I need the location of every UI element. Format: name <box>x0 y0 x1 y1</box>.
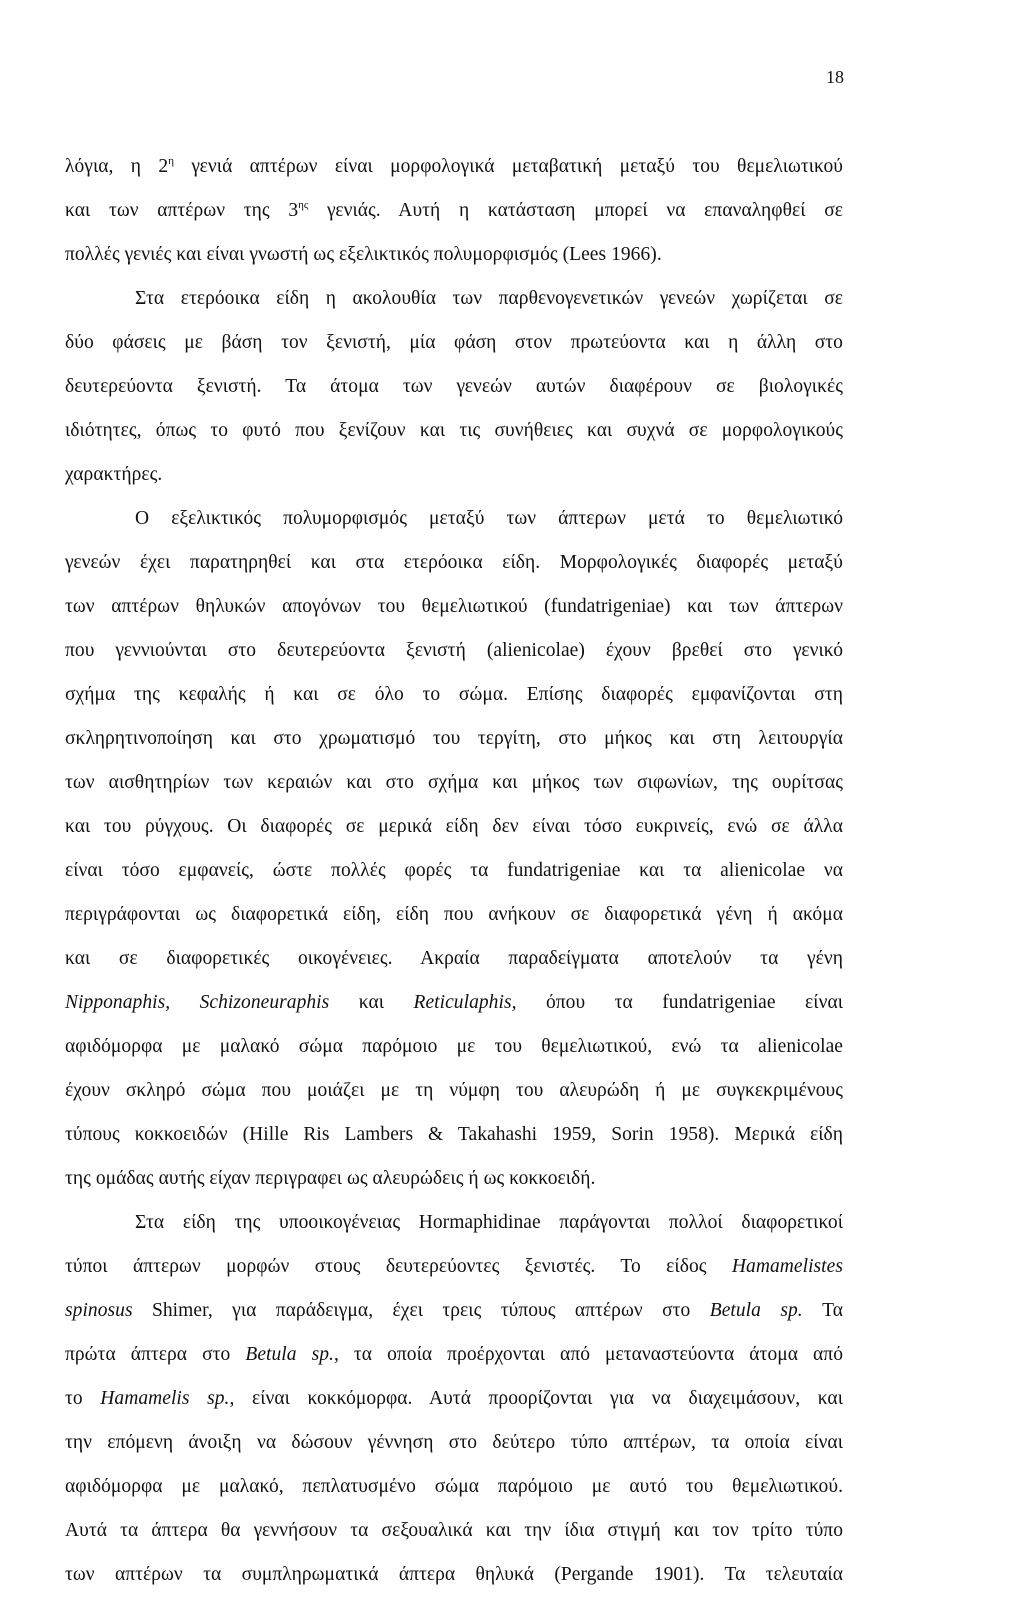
text-line: την επόμενη άνοιξη να δώσουν γέννηση στο δεύτερο τύπο απτέρων, τα οποία είναι <box>65 1432 843 1453</box>
species-name: Hamamelis sp. <box>100 1388 230 1409</box>
text-line: Αυτά τα άπτερα θα γεννήσουν τα σεξουαλικά και την ίδια στιγμή και τον τρίτο τύπο <box>65 1520 843 1541</box>
text-line: τύπους κοκκοειδών (Hille Ris Lambers & Takahashi 1959, Sorin 1958). Μερικά είδη <box>65 1124 843 1145</box>
text-line: και σε διαφορετικές οικογένειες. Ακραία παραδείγματα αποτελούν τα γένη <box>65 948 843 969</box>
page-number: 18 <box>826 67 844 87</box>
species-name: Betula sp. <box>245 1344 334 1365</box>
text-line: δευτερεύοντα ξενιστή. Τα άτομα των γενεών αυτών διαφέρουν σε βιολογικές <box>65 376 843 397</box>
text-line: σχήμα της κεφαλής ή και σε όλο το σώμα. Επίσης διαφορές εμφανίζονται στη <box>65 684 843 705</box>
text-line: πολλές γενιές και είναι γνωστή ως εξελικτικός πολυμορφισμός (Lees 1966). <box>65 244 662 265</box>
text-line: γενεών έχει παρατηρηθεί και στα ετερόοικα είδη. Μορφολογικές διαφορές μεταξύ <box>65 552 843 573</box>
text-line: Nipponaphis, Schizoneuraphis και Reticulaphis, όπου τα fundatrigeniae είναι <box>65 992 844 1013</box>
species-name: Hamamelistes <box>731 1256 843 1277</box>
text-line: τύποι άπτερων μορφών στους δευτερεύοντες ξενιστές. Το είδος Hamamelistes <box>65 1256 843 1277</box>
text-line: περιγράφονται ως διαφορετικά είδη, είδη που ανήκουν σε διαφορετικά γένη ή ακόμα <box>65 904 843 925</box>
species-name: Betula sp. <box>709 1300 803 1321</box>
genus-name: Reticulaphis, <box>413 992 517 1013</box>
text-line: Στα ετερόοικα είδη η ακολουθία των παρθενογενετικών γενεών χωρίζεται σε <box>135 288 843 309</box>
text-line: Ο εξελικτικός πολυμορφισμός μεταξύ των άπτερων μετά το θεμελιωτικό <box>135 508 843 529</box>
text-line: Στα είδη της υποοικογένειας Hormaphidinae παράγονται πολλοί διαφορετικοί <box>135 1212 843 1233</box>
text-line: των απτέρων θηλυκών απογόνων του θεμελιωτικού (fundatrigeniae) και των άπτερων <box>65 596 843 617</box>
text-line: πρώτα άπτερα στο Betula sp., τα οποία προέρχονται από μεταναστεύοντα άτομα από <box>65 1344 843 1365</box>
text-line: αφιδόμορφα με μαλακό, πεπλατυσμένο σώμα παρόμοιο με αυτό του θεμελιωτικού. <box>65 1476 843 1497</box>
text-line: σκληρητινοποίηση και στο χρωματισμό του τεργίτη, στο μήκος και στη λειτουργία <box>65 728 843 749</box>
species-name: spinosus <box>65 1300 133 1321</box>
text-line: χαρακτήρες. <box>65 464 163 485</box>
superscript: η <box>168 155 174 167</box>
text-line: λόγια, η $2^\eta$ γενιά απτέρων είναι μορφολογικά μεταβατική μεταξύ του θεμελιωτικού <box>65 155 844 177</box>
text-line: είναι τόσο εμφανείς, ώστε πολλές φορές τα fundatrigeniae και τα alienicolae να <box>65 860 843 881</box>
text-line: που γεννιούνται στο δευτερεύοντα ξενιστή (alienicolae) έχουν βρεθεί στο γενικό <box>65 640 843 661</box>
text-line: και των απτέρων της $3^{\eta\varsigma}$ γενιάς. Αυτή η κατάσταση μπορεί να επαναληφθεί σε <box>65 199 843 221</box>
body-text <box>65 145 843 1597</box>
text-line: spinosus Shimer, για παράδειγμα, έχει τρεις τύπους απτέρων στο Betula sp. Τα <box>65 1300 843 1321</box>
superscript: ης <box>298 199 309 211</box>
text-line: αφιδόμορφα με μαλακό σώμα παρόμοιο με του θεμελιωτικού, ενώ τα alienicolae <box>65 1036 843 1057</box>
genus-names: Nipponaphis, Schizoneuraphis <box>65 992 330 1013</box>
text-line: ιδιότητες, όπως το φυτό που ξενίζουν και τις συνήθειες και συχνά σε μορφολογικούς <box>65 420 843 441</box>
text-line: το Hamamelis sp., είναι κοκκόμορφα. Αυτά προορίζονται για να διαχειμάσουν, και <box>65 1388 843 1409</box>
text-line: της ομάδας αυτής είχαν περιγραφει ως αλευρώδεις ή ως κοκκοειδή. <box>65 1168 596 1189</box>
text-line: δύο φάσεις με βάση τον ξενιστή, μία φάση στον πρωτεύοντα και η άλλη στο <box>65 332 843 353</box>
text-line: των αισθητηρίων των κεραιών και στο σχήμα και μήκος των σιφωνίων, της ουρίτσας <box>65 772 843 793</box>
text-line: και του ρύγχους. Οι διαφορές σε μερικά είδη δεν είναι τόσο ευκρινείς, ενώ σε άλλα <box>65 816 843 837</box>
text-line: έχουν σκληρό σώμα που μοιάζει με τη νύμφη του αλευρώδη ή με συγκεκριμένους <box>65 1080 843 1101</box>
text-line: των απτέρων τα συμπληρωματικά άπτερα θηλυκά (Pergande 1901). Τα τελευταία <box>65 1564 843 1585</box>
